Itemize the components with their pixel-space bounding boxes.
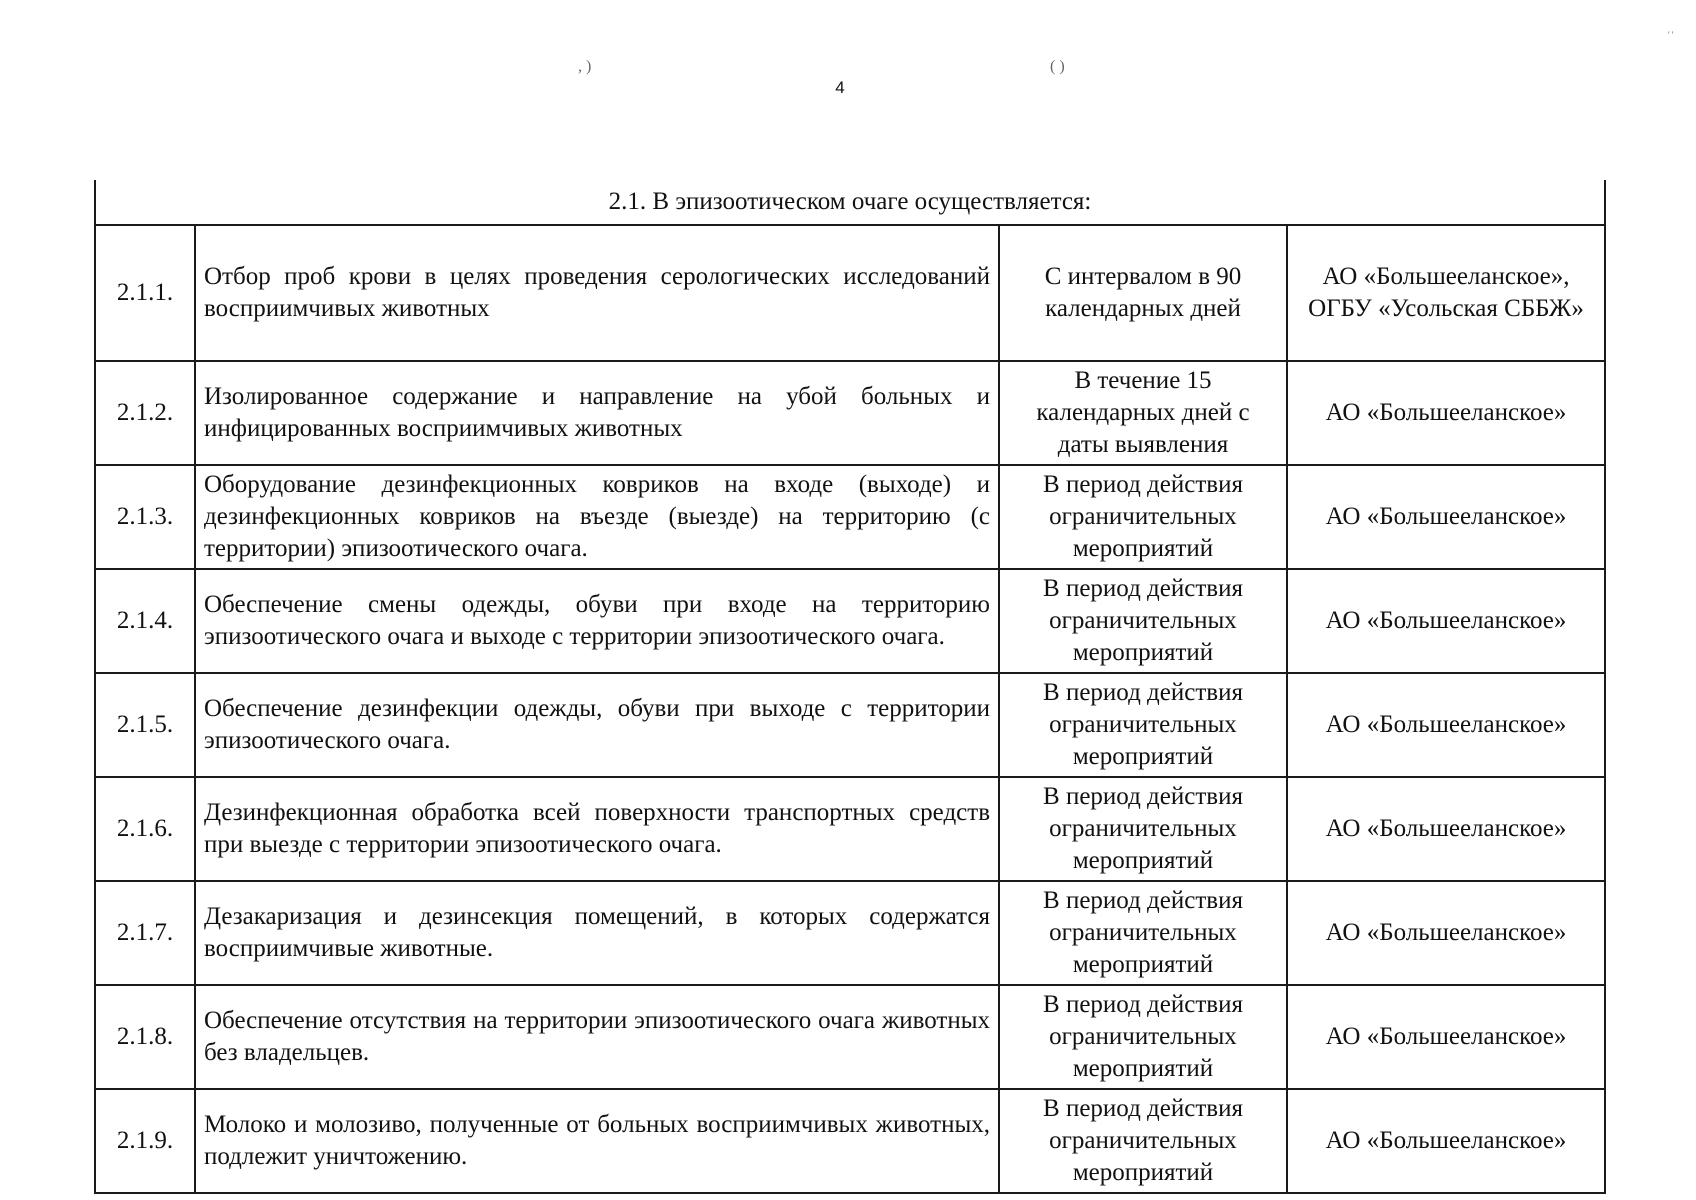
item-description: Обеспечение отсутствия на территории эпизоотического очага животных без владельцев. [195, 985, 999, 1089]
item-responsible: АО «Большееланское» [1287, 985, 1605, 1089]
item-responsible: АО «Большееланское» [1287, 777, 1605, 881]
item-term: В период действия ограничительных мероприятий [999, 673, 1287, 777]
item-description: Обеспечение дезинфекции одежды, обуви при выходе с территории эпизоотического очага. [195, 673, 999, 777]
item-number: 2.1.3. [95, 465, 195, 569]
item-description: Отбор проб крови в целях проведения серологических исследований восприимчивых животных [195, 225, 999, 361]
item-term: В период действия ограничительных мероприятий [999, 985, 1287, 1089]
item-responsible: АО «Большееланское» [1287, 465, 1605, 569]
item-description: Изолированное содержание и направление на убой больных и инфицированных восприимчивых животных [195, 361, 999, 465]
scan-mark: ( ) [1050, 58, 1065, 75]
item-responsible: АО «Большееланское» [1287, 361, 1605, 465]
table-row [95, 361, 1605, 465]
item-term: В период действия ограничительных мероприятий [999, 777, 1287, 881]
item-description: Обеспечение смены одежды, обуви при входе на территорию эпизоотического очага и выходе с территории эпизоотического очага. [195, 569, 999, 673]
item-number: 2.1.4. [95, 569, 195, 673]
item-responsible: АО «Большееланское» [1287, 673, 1605, 777]
table-row [95, 569, 1605, 673]
item-term: В период действия ограничительных мероприятий [999, 465, 1287, 569]
scan-mark: ' ' [1668, 30, 1674, 40]
table-row [95, 881, 1605, 985]
item-number: 2.1.7. [95, 881, 195, 985]
section-title: 2.1. В эпизоотическом очаге осуществляется: [95, 180, 1605, 225]
item-number: 2.1.2. [95, 361, 195, 465]
table-row [95, 465, 1605, 569]
table-row [95, 777, 1605, 881]
item-term: С интервалом в 90 календарных дней [999, 225, 1287, 361]
item-number: 2.1.1. [95, 225, 195, 361]
item-description: Дезакаризация и дезинсекция помещений, в которых содержатся восприимчивые животные. [195, 881, 999, 985]
item-description: Молоко и молозиво, полученные от больных восприимчивых животных, подлежит уничтожению. [195, 1089, 999, 1193]
item-description: Оборудование дезинфекционных ковриков на входе (выходе) и дезинфекционных ковриков на въезде (выезде) на территорию (с территории) эпизоотического очага. [195, 465, 999, 569]
section-header-row [95, 180, 1605, 225]
page-number: 4 [835, 78, 845, 97]
item-number: 2.1.6. [95, 777, 195, 881]
item-number: 2.1.9. [95, 1089, 195, 1193]
item-responsible: АО «Большееланское» [1287, 569, 1605, 673]
item-description: Дезинфекционная обработка всей поверхности транспортных средств при выезде с территории эпизоотического очага. [195, 777, 999, 881]
item-term: В период действия ограничительных мероприятий [999, 569, 1287, 673]
item-number: 2.1.5. [95, 673, 195, 777]
scan-mark: , ) [578, 58, 592, 75]
item-term: В период действия ограничительных мероприятий [999, 1089, 1287, 1193]
item-term: В течение 15 календарных дней с даты выявления [999, 361, 1287, 465]
item-term: В период действия ограничительных мероприятий [999, 881, 1287, 985]
item-responsible: АО «Большееланское», ОГБУ «Усольская СББЖ» [1287, 225, 1605, 361]
table-row [95, 1089, 1605, 1193]
table-row [95, 673, 1605, 777]
measures-table [94, 180, 1606, 1194]
item-number: 2.1.8. [95, 985, 195, 1089]
table-row [95, 985, 1605, 1089]
item-responsible: АО «Большееланское» [1287, 881, 1605, 985]
table-row [95, 225, 1605, 361]
item-responsible: АО «Большееланское» [1287, 1089, 1605, 1193]
